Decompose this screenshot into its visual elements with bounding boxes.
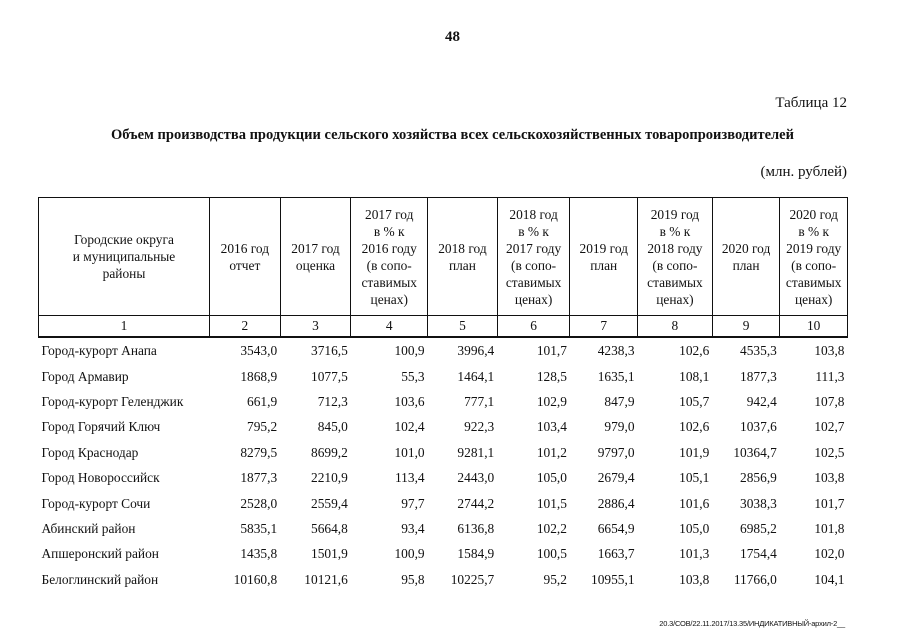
value-cell: 103,4 bbox=[536, 419, 567, 435]
district-name: Апшеронский район bbox=[41, 546, 159, 562]
value-cell: 2744,2 bbox=[457, 495, 495, 511]
value-cell: 108,1 bbox=[679, 368, 710, 384]
value-cell: 1663,7 bbox=[597, 546, 635, 562]
value-cell: 105,7 bbox=[679, 393, 710, 409]
production-table bbox=[38, 197, 848, 592]
column-header-line: (в сопо- bbox=[791, 257, 837, 273]
value-cell: 11766,0 bbox=[733, 571, 777, 587]
column-header-line: в % к bbox=[373, 223, 405, 239]
value-cell: 101,6 bbox=[679, 495, 710, 511]
column-header bbox=[780, 198, 848, 316]
table-row bbox=[39, 465, 848, 490]
column-header-line: ставимых bbox=[361, 274, 417, 290]
value-cell: 103,6 bbox=[394, 393, 425, 409]
column-header-line: ценах) bbox=[794, 291, 833, 307]
value-cell: 102,5 bbox=[814, 444, 845, 460]
value-cell: 105,0 bbox=[536, 470, 567, 486]
value-cell: 3543,0 bbox=[240, 343, 278, 359]
table-row bbox=[39, 541, 848, 566]
value-cell: 103,8 bbox=[814, 470, 845, 486]
column-header-line: отчет bbox=[229, 257, 261, 273]
value-cell: 661,9 bbox=[247, 393, 278, 409]
district-name: Город Новороссийск bbox=[41, 470, 160, 486]
column-header bbox=[280, 198, 351, 316]
value-cell: 979,0 bbox=[604, 419, 635, 435]
value-cell: 9281,1 bbox=[457, 444, 495, 460]
column-header-line: 2019 год bbox=[579, 240, 628, 256]
column-header-line: ставимых bbox=[647, 274, 703, 290]
footer-code: 20.3/СОВ/22.11.2017/13.35/ИНДИКАТИВНЫЙ-архил-2__ bbox=[659, 619, 845, 628]
value-cell: 845,0 bbox=[317, 419, 348, 435]
units-note: (млн. рублей) bbox=[760, 164, 847, 180]
column-number: 2 bbox=[210, 316, 281, 338]
value-cell: 10160,8 bbox=[233, 571, 278, 587]
value-cell: 101,0 bbox=[394, 444, 425, 460]
value-cell: 101,5 bbox=[536, 495, 567, 511]
value-cell: 8699,2 bbox=[311, 444, 348, 460]
value-cell: 101,3 bbox=[679, 546, 710, 562]
district-name: Город-курорт Геленджик bbox=[41, 393, 184, 409]
column-header-line: 2017 году bbox=[506, 240, 562, 256]
column-header-line: 2017 год bbox=[291, 240, 340, 256]
value-cell: 101,7 bbox=[814, 495, 845, 511]
district-name: Город Краснодар bbox=[41, 444, 139, 460]
value-cell: 9797,0 bbox=[597, 444, 635, 460]
document-title: Объем производства продукции сельского хозяйства всех сельскохозяйственных товаропроизводителей bbox=[111, 127, 794, 143]
page-number: 48 bbox=[445, 29, 460, 45]
value-cell: 1464,1 bbox=[457, 368, 495, 384]
column-header-line: 2020 год bbox=[789, 206, 838, 222]
header-row bbox=[39, 198, 848, 316]
value-cell: 1077,5 bbox=[311, 368, 348, 384]
column-number: 9 bbox=[712, 316, 780, 338]
value-cell: 128,5 bbox=[536, 368, 567, 384]
value-cell: 6136,8 bbox=[457, 520, 495, 536]
value-cell: 102,4 bbox=[394, 419, 425, 435]
district-name: Абинский район bbox=[41, 520, 136, 536]
column-header bbox=[428, 198, 498, 316]
column-header-line: ценах) bbox=[656, 291, 694, 307]
value-cell: 105,1 bbox=[679, 470, 710, 486]
column-header-line: 2016 году bbox=[361, 240, 417, 256]
table-body bbox=[39, 337, 848, 592]
value-cell: 100,5 bbox=[536, 546, 567, 562]
value-cell: 10955,1 bbox=[591, 571, 635, 587]
value-cell: 102,0 bbox=[814, 546, 845, 562]
column-number: 3 bbox=[280, 316, 351, 338]
value-cell: 103,8 bbox=[814, 343, 845, 359]
column-number: 8 bbox=[638, 316, 713, 338]
column-header-line: 2019 год bbox=[650, 206, 700, 222]
district-name: Город-курорт Анапа bbox=[41, 343, 157, 359]
value-cell: 113,4 bbox=[394, 470, 425, 486]
value-cell: 1501,9 bbox=[311, 546, 348, 562]
column-header-line: районы bbox=[102, 266, 146, 281]
column-header-line: в % к bbox=[518, 223, 549, 239]
value-cell: 712,3 bbox=[317, 393, 348, 409]
column-header bbox=[497, 198, 570, 316]
value-cell: 102,7 bbox=[814, 419, 845, 435]
column-number: 6 bbox=[497, 316, 570, 338]
column-header-line: в % к bbox=[659, 223, 691, 239]
value-cell: 105,0 bbox=[679, 520, 710, 536]
column-header bbox=[712, 198, 780, 316]
column-number: 7 bbox=[570, 316, 638, 338]
column-number: 10 bbox=[780, 316, 848, 338]
district-name: Город Армавир bbox=[41, 368, 129, 384]
value-cell: 795,2 bbox=[247, 419, 278, 435]
value-cell: 5664,8 bbox=[311, 520, 348, 536]
value-cell: 102,2 bbox=[536, 520, 567, 536]
value-cell: 101,2 bbox=[536, 444, 567, 460]
column-header-line: Городские округа bbox=[74, 232, 174, 247]
value-cell: 4535,3 bbox=[740, 343, 777, 359]
column-header-line: в % к bbox=[798, 223, 830, 239]
value-cell: 103,8 bbox=[679, 571, 710, 587]
value-cell: 6985,2 bbox=[740, 520, 777, 536]
value-cell: 102,6 bbox=[679, 343, 710, 359]
value-cell: 101,9 bbox=[679, 444, 710, 460]
value-cell: 2443,0 bbox=[457, 470, 495, 486]
column-header-line: 2017 год bbox=[365, 206, 414, 222]
district-name: Белоглинский район bbox=[41, 571, 159, 587]
value-cell: 8279,5 bbox=[240, 444, 278, 460]
value-cell: 2210,9 bbox=[311, 470, 348, 486]
column-number-row bbox=[39, 316, 848, 338]
column-header bbox=[570, 198, 638, 316]
value-cell: 1037,6 bbox=[740, 419, 777, 435]
value-cell: 95,8 bbox=[401, 571, 425, 587]
value-cell: 95,2 bbox=[543, 571, 567, 587]
table-row bbox=[39, 337, 848, 363]
value-cell: 2679,4 bbox=[597, 470, 635, 486]
column-header-line: ценах) bbox=[514, 291, 553, 307]
column-header-line: план bbox=[732, 257, 760, 273]
value-cell: 1877,3 bbox=[740, 368, 777, 384]
column-header-line: (в сопо- bbox=[652, 257, 698, 273]
column-header-line: 2018 году bbox=[647, 240, 703, 256]
table-row bbox=[39, 490, 848, 515]
column-number: 1 bbox=[39, 316, 210, 338]
column-header bbox=[210, 198, 281, 316]
value-cell: 107,8 bbox=[814, 393, 845, 409]
value-cell: 2856,9 bbox=[740, 470, 777, 486]
value-cell: 2528,0 bbox=[240, 495, 278, 511]
column-header-line: 2016 год bbox=[220, 240, 270, 256]
column-header-line: план bbox=[448, 257, 476, 273]
value-cell: 1754,4 bbox=[740, 546, 777, 562]
value-cell: 3038,3 bbox=[740, 495, 777, 511]
value-cell: 111,3 bbox=[815, 368, 845, 384]
value-cell: 104,1 bbox=[814, 571, 845, 587]
value-cell: 2559,4 bbox=[311, 495, 348, 511]
column-header-line: (в сопо- bbox=[366, 257, 412, 273]
value-cell: 101,8 bbox=[814, 520, 845, 536]
column-header bbox=[39, 198, 210, 316]
value-cell: 777,1 bbox=[464, 393, 495, 409]
table-label: Таблица 12 bbox=[775, 95, 847, 111]
value-cell: 93,4 bbox=[401, 520, 425, 536]
value-cell: 1435,8 bbox=[240, 546, 278, 562]
value-cell: 847,9 bbox=[604, 393, 635, 409]
table-row bbox=[39, 363, 848, 388]
table-row bbox=[39, 414, 848, 439]
column-header bbox=[351, 198, 428, 316]
table-row bbox=[39, 516, 848, 541]
value-cell: 5835,1 bbox=[240, 520, 278, 536]
column-header-line: 2018 год bbox=[438, 240, 487, 256]
column-header-line: 2019 году bbox=[786, 240, 842, 256]
value-cell: 942,4 bbox=[746, 393, 777, 409]
value-cell: 1584,9 bbox=[457, 546, 495, 562]
column-header-line: 2020 год bbox=[721, 240, 771, 256]
value-cell: 10121,6 bbox=[304, 571, 348, 587]
value-cell: 101,7 bbox=[536, 343, 567, 359]
value-cell: 102,9 bbox=[536, 393, 567, 409]
column-header-line: и муниципальные bbox=[72, 249, 176, 264]
column-header-line: 2018 год bbox=[509, 206, 558, 222]
value-cell: 1868,9 bbox=[240, 368, 278, 384]
value-cell: 100,9 bbox=[394, 343, 425, 359]
column-header-line: оценка bbox=[295, 257, 336, 273]
column-header-line: ценах) bbox=[370, 291, 408, 307]
value-cell: 102,6 bbox=[679, 419, 710, 435]
district-name: Город-курорт Сочи bbox=[41, 495, 151, 511]
value-cell: 10225,7 bbox=[450, 571, 495, 587]
value-cell: 6654,9 bbox=[597, 520, 635, 536]
value-cell: 4238,3 bbox=[597, 343, 635, 359]
value-cell: 1877,3 bbox=[240, 470, 278, 486]
table-row bbox=[39, 440, 848, 465]
column-header-line: ставимых bbox=[785, 274, 842, 290]
value-cell: 1635,1 bbox=[597, 368, 635, 384]
value-cell: 100,9 bbox=[394, 546, 425, 562]
column-header-line: (в сопо- bbox=[511, 257, 557, 273]
table-row bbox=[39, 389, 848, 414]
column-header-line: план bbox=[590, 257, 618, 273]
district-name: Город Горячий Ключ bbox=[41, 419, 161, 435]
column-number: 5 bbox=[428, 316, 498, 338]
value-cell: 3996,4 bbox=[457, 343, 495, 359]
value-cell: 3716,5 bbox=[311, 343, 348, 359]
value-cell: 10364,7 bbox=[733, 444, 777, 460]
table-row bbox=[39, 567, 848, 592]
column-header-line: ставимых bbox=[505, 274, 562, 290]
column-number: 4 bbox=[351, 316, 428, 338]
value-cell: 97,7 bbox=[401, 495, 425, 511]
value-cell: 922,3 bbox=[464, 419, 495, 435]
value-cell: 2886,4 bbox=[597, 495, 635, 511]
column-header bbox=[638, 198, 713, 316]
value-cell: 55,3 bbox=[401, 368, 425, 384]
